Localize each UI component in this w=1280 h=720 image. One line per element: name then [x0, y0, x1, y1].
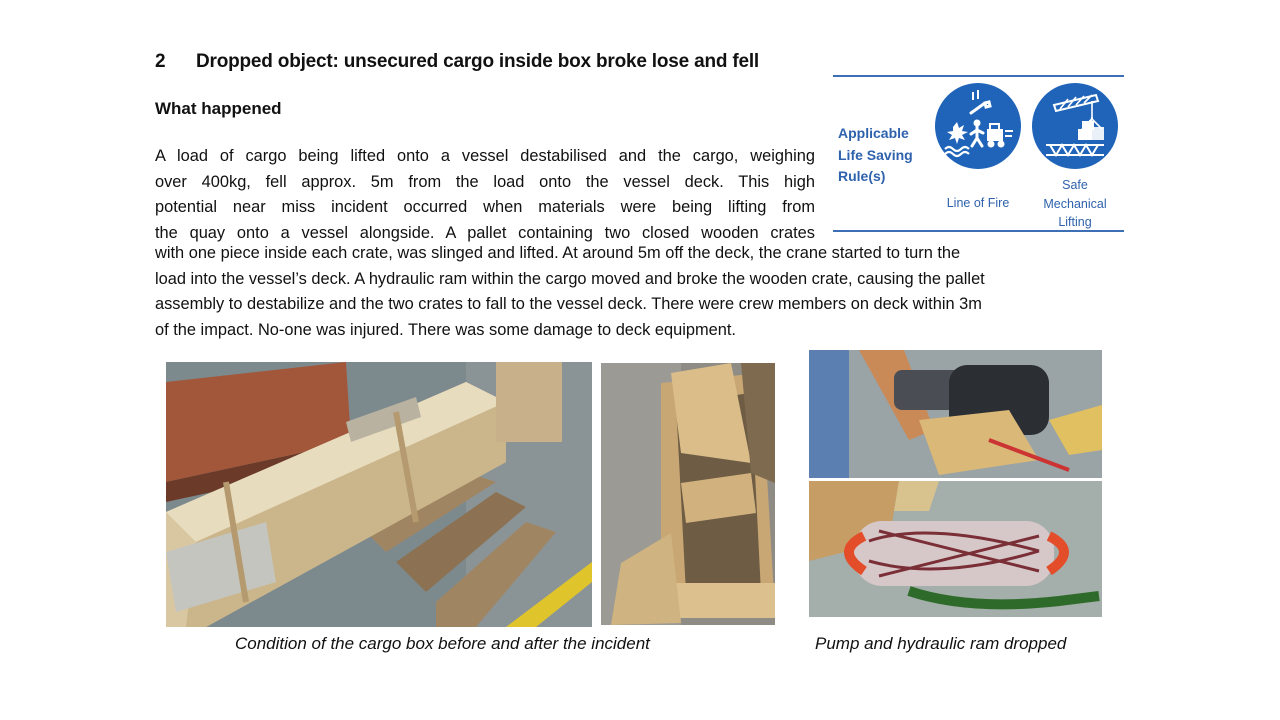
text-line: over 400kg, fell approx. 5m from the load onto the vessel deck. This high	[155, 172, 815, 191]
label-line: Rule(s)	[838, 168, 886, 184]
incident-description-top	[155, 144, 815, 247]
line-of-fire-icon	[935, 83, 1021, 169]
label-line: Applicable	[838, 125, 909, 141]
left-photos-caption: Condition of the cargo box before and after the incident	[235, 634, 650, 653]
text-line: assembly to destabilize and the two crates to fall to the vessel deck. There were crew members on deck within 3m	[155, 295, 982, 314]
hydraulic-ram-photo	[809, 481, 1102, 617]
pump-on-deck-photo	[809, 350, 1102, 478]
text-line: load into the vessel’s deck. A hydraulic ram within the cargo moved and broke the wooden crate, causing the pallet	[155, 269, 985, 288]
incident-description-bottom	[155, 241, 985, 344]
text-line: A load of cargo being lifted onto a vessel destabilised and the cargo, weighing	[155, 147, 815, 165]
label-line: Life Saving	[838, 146, 913, 163]
caption-line: Mechanical	[1043, 196, 1107, 211]
section-title-text: Dropped object: unsecured cargo inside box broke lose and fell	[196, 51, 759, 72]
text-line: of the impact. No-one was injured. There was some damage to deck equipment.	[155, 321, 736, 340]
caption-line: Safe	[1062, 178, 1088, 192]
safe-mechanical-lifting-caption	[1027, 176, 1123, 232]
section-number: 2	[155, 51, 166, 72]
caption-line: Line of Fire	[946, 196, 1010, 210]
text-line: with one piece inside each crate, was slinged and lifted. At around 5m off the deck, the crane started to turn the	[155, 244, 961, 262]
right-photos-caption: Pump and hydraulic ram dropped	[815, 634, 1067, 653]
crate-after-photo	[601, 363, 775, 625]
section-title	[155, 51, 759, 73]
line-of-fire-caption	[930, 194, 1026, 213]
crate-before-photo	[166, 362, 592, 627]
what-happened-heading: What happened	[155, 99, 282, 118]
text-line: potential near miss incident occurred when materials were being lifting from	[155, 198, 815, 217]
safe-mechanical-lifting-icon	[1032, 83, 1118, 169]
caption-line: Lifting	[1058, 215, 1092, 229]
life-saving-rules-label	[838, 123, 928, 188]
text-line: the quay onto a vessel alongside. A pallet containing two closed wooden crates	[155, 224, 815, 243]
